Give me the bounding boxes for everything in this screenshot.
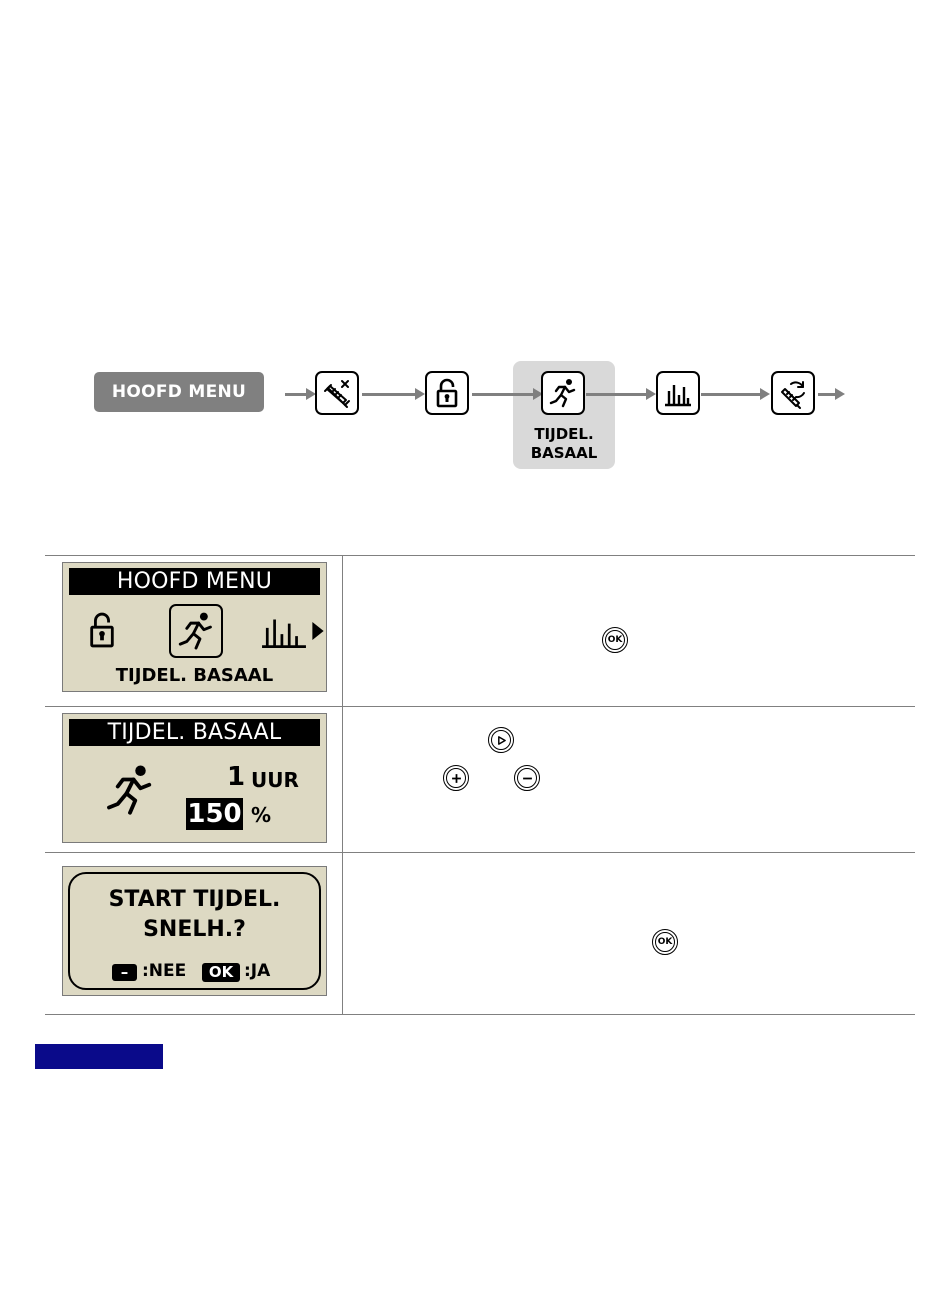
lcd-title: HOOFD MENU bbox=[69, 568, 320, 595]
running-person-icon bbox=[101, 762, 159, 818]
confirm-line1: START TIJDEL. bbox=[108, 887, 281, 912]
table-rule bbox=[45, 1014, 915, 1015]
flow-arrow bbox=[818, 393, 836, 396]
selected-label-line2: BASAAL bbox=[530, 444, 598, 462]
flow-arrow bbox=[701, 393, 761, 396]
minus-button-icon bbox=[514, 765, 540, 791]
lcd-caption: TIJDEL. BASAAL bbox=[115, 665, 274, 686]
flow-arrow bbox=[586, 393, 647, 396]
ok-button-label: OK bbox=[605, 630, 625, 650]
minus-glyph-icon bbox=[522, 773, 533, 784]
bar-chart-icon bbox=[656, 371, 700, 415]
running-person-icon bbox=[175, 609, 217, 653]
selected-item-label bbox=[513, 425, 615, 463]
flow-arrow bbox=[362, 393, 416, 396]
plus-glyph-icon bbox=[451, 773, 462, 784]
minus-key-chip: – bbox=[112, 964, 137, 981]
syringe-cross-icon bbox=[315, 371, 359, 415]
table-rule bbox=[45, 555, 915, 556]
lcd-confirm bbox=[62, 866, 327, 996]
hours-value: 1 bbox=[227, 762, 246, 792]
ok-button-label: OK bbox=[655, 932, 675, 952]
ok-key-chip: OK bbox=[202, 963, 240, 982]
lcd-title: TIJDEL. BASAAL bbox=[69, 719, 320, 746]
lcd-main-menu bbox=[62, 562, 327, 692]
padlock-icon bbox=[425, 371, 469, 415]
main-menu-label: HOOFD MENU bbox=[94, 372, 264, 412]
selected-label-line1: TIJDEL. bbox=[534, 425, 594, 443]
note-bar bbox=[35, 1044, 163, 1069]
table-divider bbox=[342, 555, 343, 1015]
percent-value: 150 bbox=[187, 799, 242, 829]
plus-button-icon bbox=[443, 765, 469, 791]
padlock-icon bbox=[87, 609, 117, 651]
flow-arrow bbox=[285, 393, 307, 396]
hours-unit: UUR bbox=[251, 768, 299, 792]
play-glyph-icon bbox=[497, 736, 506, 745]
no-label: :NEE bbox=[142, 961, 187, 981]
bar-chart-icon bbox=[261, 615, 307, 649]
confirm-line2: SNELH.? bbox=[143, 917, 246, 942]
ok-button-icon bbox=[602, 627, 628, 653]
steps-table bbox=[45, 555, 915, 1015]
table-rule bbox=[45, 852, 915, 853]
flow-arrow bbox=[472, 393, 534, 396]
syringe-refresh-icon bbox=[771, 371, 815, 415]
right-arrow-icon bbox=[312, 622, 324, 640]
percent-unit: % bbox=[251, 803, 272, 827]
menu-flow bbox=[0, 355, 950, 475]
ok-button-icon bbox=[652, 929, 678, 955]
lcd-temp-basal bbox=[62, 713, 327, 843]
table-rule bbox=[45, 706, 915, 707]
top-rule bbox=[0, 0, 950, 2]
right-button-icon bbox=[488, 727, 514, 753]
yes-label: :JA bbox=[244, 961, 271, 981]
running-person-icon bbox=[541, 371, 585, 415]
